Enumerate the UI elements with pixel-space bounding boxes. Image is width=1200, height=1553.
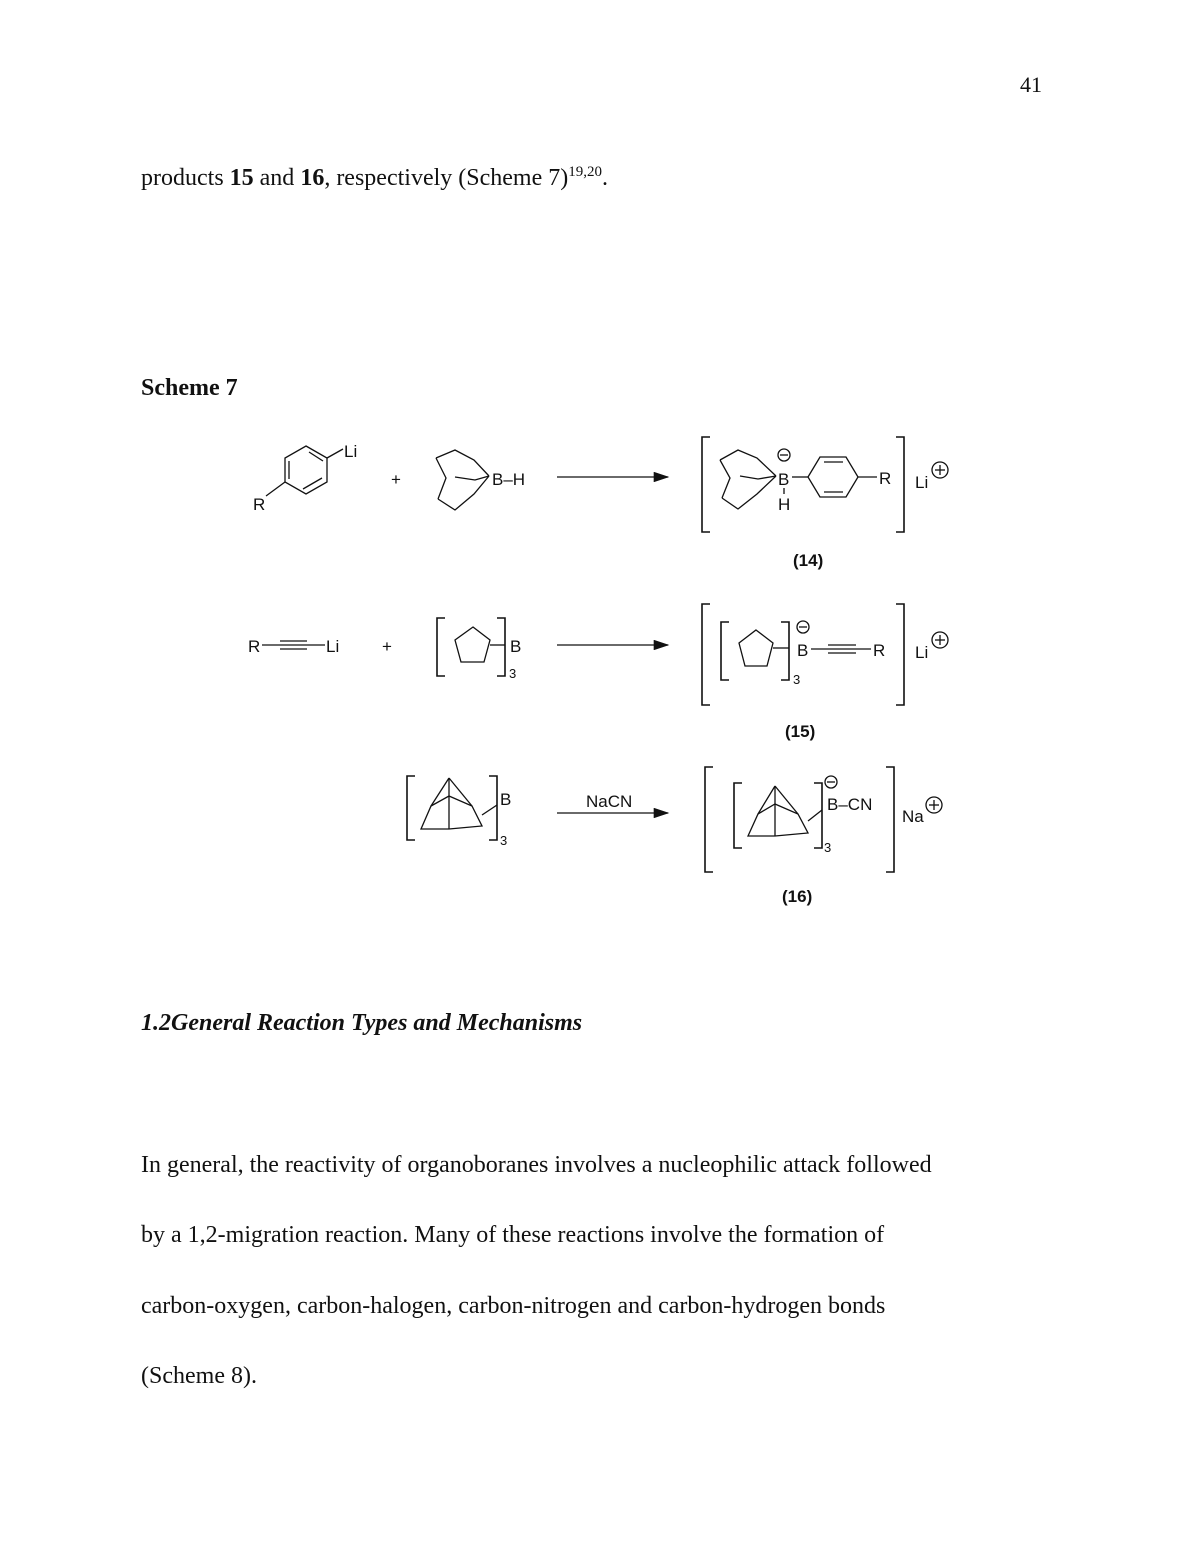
paragraph-line-2: by a 1,2-migration reaction. Many of these reactions involve the formation of [141,1222,885,1248]
paragraph-line-1: In general, the reactivity of organoboranes involves a nucleophilic attack followed [141,1152,932,1178]
r-group: R [879,469,892,488]
r-group: R [248,637,261,656]
subscript-3: 3 [509,666,517,681]
paragraph-line-4: (Scheme 8). [141,1363,257,1389]
compound-label-15: (15) [785,722,816,741]
9-bbn-reagent [436,450,525,510]
subscript-3: 3 [824,840,832,855]
lithium-counterion: Li [915,643,929,662]
citation-superscript: 19,20 [568,164,602,180]
subscript-3: 3 [500,833,508,848]
aryllithium-reagent [253,442,357,514]
boron-atom: B [778,470,790,489]
section-heading: 1.2General Reaction Types and Mechanisms [141,1010,583,1036]
borane-bh: B–H [492,470,526,489]
plus-sign: + [382,637,392,656]
tricyclopentylborane-reagent [437,618,521,681]
product-15 [702,604,948,741]
scheme-title: Scheme 7 [141,375,238,401]
product-16 [705,767,942,906]
lithium-atom: Li [344,442,358,461]
hydride-atom: H [778,495,791,514]
boron-atom: B [510,637,522,656]
lithium-counterion: Li [915,473,929,492]
page-number: 41 [1020,72,1042,97]
sodium-counterion: Na [902,807,924,826]
boron-atom: B [500,790,512,809]
alkynyllithium-reagent [248,637,339,656]
paragraph-line-3: carbon-oxygen, carbon-halogen, carbon-nitrogen and carbon-hydrogen bonds [141,1293,886,1319]
lithium-atom: Li [326,637,340,656]
compound-ref-15: 15 [229,165,254,191]
plus-sign: + [391,470,401,489]
compound-label-16: (16) [782,887,813,906]
product-14 [702,437,948,570]
boron-atom: B [797,641,809,660]
intro-text-b: and [253,165,301,191]
intro-text-c: , respectively (Scheme 7) [324,165,569,191]
cyanoborate-group: B–CN [827,795,873,814]
r-group: R [873,641,886,660]
subscript-3: 3 [793,672,801,687]
r-group: R [253,495,266,514]
trinorbornylborane-reagent [407,776,511,848]
reagent-nacn: NaCN [586,792,633,811]
compound-label-14: (14) [793,551,824,570]
intro-text-d: . [601,165,608,191]
intro-text-a: products [141,165,230,191]
compound-ref-16: 16 [300,165,325,191]
